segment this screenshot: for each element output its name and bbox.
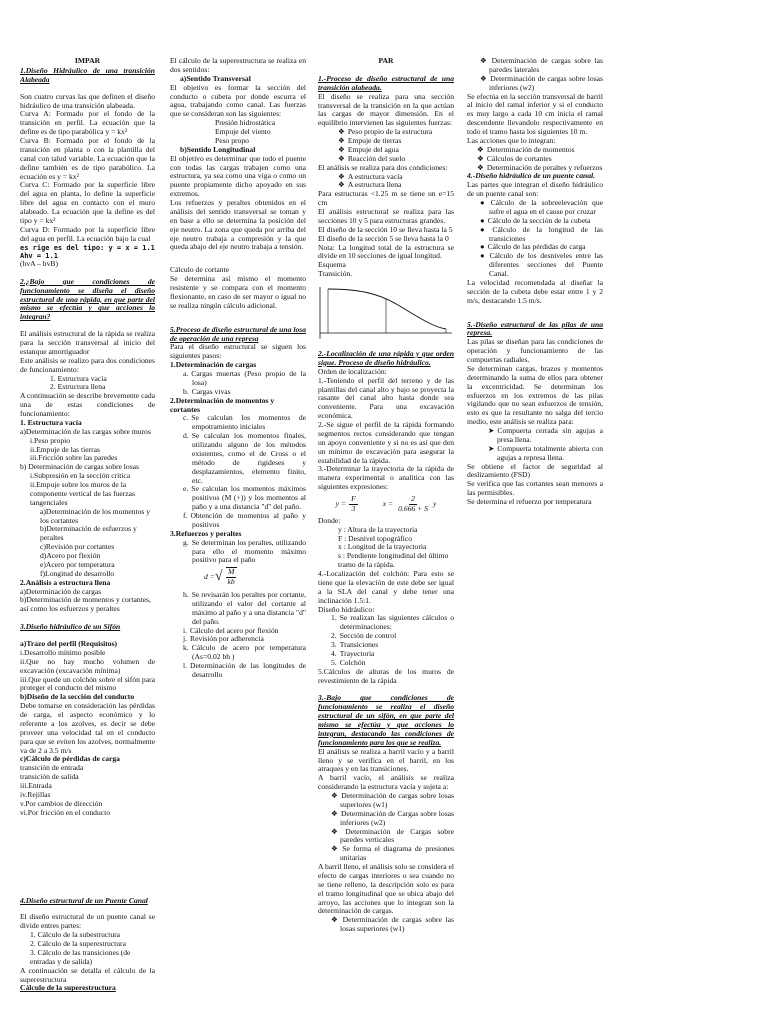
list-item: ii.Que no hay mucho volumen de excavación (excavación mínima) bbox=[20, 656, 155, 675]
fraction-numerator: 2 bbox=[411, 494, 415, 503]
item-text: Transiciones bbox=[339, 640, 379, 649]
item-marker: k. bbox=[183, 643, 189, 653]
list-item: iv.Rejillas bbox=[20, 789, 51, 799]
list-item bbox=[467, 226, 603, 244]
heading-sifon-estructural: 3.-Bajo que condiciones de funcionamiento se realiza el diseño estructural de un sifón, en que parte del mismo se efectúa y que acciones lo integran, destacando las condiciones de funcionamiento para los que se realiza. bbox=[318, 693, 454, 747]
list-item: f)Longitud de desarrollo bbox=[40, 568, 115, 578]
paragraph: A continuación se detalla el cálculo de la superestructura bbox=[20, 965, 155, 984]
formula-term: y bbox=[432, 498, 437, 508]
item-text: Cálculos de cortantes bbox=[486, 153, 552, 163]
paragraph: El análisis se realiza para dos condiciones: bbox=[318, 162, 448, 172]
formula-lhs: y = bbox=[335, 498, 347, 508]
bullet-icon: ● bbox=[480, 224, 490, 234]
list-item bbox=[318, 810, 454, 828]
item-marker: l. bbox=[183, 661, 188, 670]
paragraph: 1.-Teniendo el perfil del terreno y de las plantillas del canal alto y bajo se proyecta la rasante del canal alto hasta donde sea conveniente. Para una excavación económica. bbox=[318, 375, 454, 421]
list-item bbox=[318, 845, 454, 863]
item-marker: a. bbox=[183, 369, 189, 378]
subheading: 1.Determinación de cargas bbox=[170, 360, 257, 370]
item-text: Determinación de Cargas sobre paredes verticales bbox=[340, 826, 454, 845]
subheading: Cálculo de cortante bbox=[170, 265, 230, 275]
subheading: b)Diseño de la sección del conducto bbox=[20, 692, 135, 702]
diamond-icon: ❖ bbox=[331, 808, 338, 818]
paragraph: Curva B: Formado por el fondo de la transición en planta o con la plantilla del canal con talud variable. La ecuación que la define también es de tipo parabólico. La ecuación es y = kx² bbox=[20, 136, 155, 181]
list-item bbox=[170, 414, 306, 432]
item-text: Empuje del agua bbox=[347, 144, 399, 154]
list-item: F : Desnivel topográfico bbox=[338, 533, 413, 543]
list-item bbox=[467, 427, 603, 445]
list-item: vi.Por fricción en el conducto bbox=[20, 807, 111, 817]
list-item bbox=[467, 252, 603, 279]
diamond-icon: ❖ bbox=[331, 791, 339, 800]
paragraph: Se verifica que las cortantes sean menores a las permisibles. bbox=[467, 479, 603, 498]
list-item: b)Determinación de momentos y cortantes, así como los esfuerzos y peraltes bbox=[20, 595, 151, 614]
item-text: Peso propio de la estructura bbox=[347, 127, 433, 137]
list-item: c)Revisión por cortantes bbox=[40, 542, 115, 552]
list-item: y : Altura de la trayectoria bbox=[338, 524, 418, 534]
paragraph: A barril vacío, el análisis se realiza considerando la estructura vacía y sujeta a: bbox=[318, 773, 454, 792]
diamond-icon: ❖ bbox=[338, 136, 345, 145]
list-item bbox=[467, 199, 603, 217]
paragraph: Donde: bbox=[318, 515, 341, 525]
subheading: a)Sentido Transversal bbox=[180, 73, 251, 83]
diamond-icon: ❖ bbox=[477, 162, 484, 172]
sqrt-symbol: √ $\frac{M}{kb}$ bbox=[214, 567, 235, 587]
subheading: b)Sentido Longitudinal bbox=[180, 144, 256, 154]
item-text: Determinación de cargas sobre losas superiores (w1) bbox=[340, 791, 454, 809]
paragraph: Se obtiene el factor de seguridad al deslizamiento (FSD) bbox=[467, 461, 603, 480]
paragraph: El diseño estructural de un puente canal se divide entres partes: bbox=[20, 912, 155, 931]
diamond-icon: ❖ bbox=[331, 844, 340, 854]
transition-sketch bbox=[318, 279, 454, 341]
paragraph: El análisis estructural de la rápida se realiza para la sección transversal al inicio del estanque amortiguador bbox=[20, 329, 155, 356]
list-item bbox=[318, 916, 454, 934]
item-text: Cálculo de la sobreelevación que sufre el agua en el cause por cruzar bbox=[489, 198, 603, 216]
paragraph: Curva A: Formado por el fondo de la transición en perfil. La ecuación que la define es de tipo parabólica y = kx² bbox=[20, 109, 155, 137]
list-item: 2. Estructura llena bbox=[50, 382, 106, 392]
diamond-icon: ❖ bbox=[338, 144, 345, 154]
paragraph: Se determinan cargas, brazos y momentos determinando la suma de ellos para obtener la excentricidad. Se determinan los esfuerzos en los extremos de las pilas vigilando que no sean esfuerzos de tensión, esto es que la resultante no salga del tercio medio, este análisis se realiza para: bbox=[467, 363, 603, 427]
list-item: ii.Empuje de las tierras bbox=[30, 444, 101, 454]
paragraph: Los refuerzos y peraltes obtenidos en el análisis del sentido transversal se toman y en base a ello se determina la posición del eje neutro. La zona que queda por arriba del eje neutro trabaja a compresión y la que queda abajo del eje neutro trabaja a tensión. bbox=[170, 198, 306, 252]
list-item: Presión hidrostática bbox=[215, 118, 276, 128]
fraction-denominator: 3 bbox=[351, 503, 356, 513]
list-item: a)Determinación de cargas bbox=[20, 586, 102, 596]
list-item: 2. Cálculo de la superestructura bbox=[30, 939, 126, 948]
item-text: Cargas muertas (Peso propio de la losa) bbox=[191, 369, 306, 387]
paragraph: 5.Cálculos de alturas de los muros de revestimiento de la rápida bbox=[318, 666, 454, 685]
list-item bbox=[170, 591, 306, 627]
item-text: Se determinan los peraltes, utilizando para ello el momento máximo positivo para el paño bbox=[191, 537, 306, 565]
item-text: Cargas vivas bbox=[191, 386, 231, 396]
heading-transicion-alabeada: 1.Diseño Hidráulico de una transición Alabeada bbox=[20, 65, 155, 84]
arrow-icon: ➤ bbox=[488, 426, 495, 435]
paragraph: Se determina así mismo el momento resistente y se compara con el momento flexionante, en caso de ser mayor o igual no se realiza ningún cálculo adicional. bbox=[170, 274, 306, 310]
item-text: A estructura llena bbox=[347, 180, 402, 190]
item-text: Se calculan los momentos finales, utilizando alguno de los métodos existentes, como el de Cross o el método de rigideses y desplazamientos, elemento finito, etc. bbox=[191, 431, 306, 485]
column-3 bbox=[318, 57, 454, 934]
list-item: d)Acero por flexión bbox=[40, 551, 101, 560]
subheading: 3.Refuerzos y peraltes bbox=[170, 528, 242, 538]
item-text: Determinación de Cargas sobre losas inferiores (w2) bbox=[340, 808, 454, 827]
formula-lhs: x = bbox=[382, 498, 394, 508]
paragraph: Debe tomarse en consideración las pérdidas de carga, el aspecto económico y lo referente a los azolves, es decir se debe proveer una velocidad tal en el conducto para que se eviten los azolves, normalmente va de 2 a 3.5 m/s bbox=[20, 701, 155, 755]
formula-lhs: d = bbox=[204, 571, 215, 581]
list-item: i.Subpresión en la sección crítica bbox=[30, 471, 131, 481]
formula-line: es rige es del tipo: y = x = 1.1 Ahv = 1.1 bbox=[20, 243, 155, 260]
list-item bbox=[318, 792, 454, 810]
paragraph: Las partes que integran el diseño hidráulico de un puente canal son: bbox=[467, 180, 603, 199]
item-text: Se revisarán los peraltes por cortante, utilizando el valor del cortante al máximo al paño y a una distancia "d" del paño. bbox=[191, 590, 306, 626]
paragraph: A barril lleno, el análisis solo se considera el efecto de cargas interiores o sea cuando no se tiene relleno, la descripción solo es para el tramo longitudinal que se ubica abajo del arroyo, las acciones que lo integran son la determinación de cargas. bbox=[318, 862, 454, 916]
item-text: Trayectoria bbox=[339, 648, 375, 658]
item-text: Determinación de cargas sobre las losas superiores (w1) bbox=[340, 915, 454, 934]
item-text: Cálculo de los desniveles entre las diferentes secciones del Puente Canal. bbox=[489, 251, 603, 278]
item-text: Cálculo de la sección de la cubeta bbox=[487, 215, 591, 225]
item-text: Empuje de tierras bbox=[347, 136, 402, 145]
item-marker: 3. bbox=[331, 640, 337, 649]
subheading: 1. Estructura vacía bbox=[20, 417, 82, 427]
par-title: PAR bbox=[378, 57, 394, 65]
list-item: i.Desarrollo mínimo posible bbox=[20, 647, 106, 657]
item-text: Cálculo del acero por flexión bbox=[190, 625, 279, 635]
subheading: 2.Determinación de momentos y cortantes bbox=[170, 395, 275, 414]
column-2 bbox=[170, 57, 306, 680]
item-text: Colchón bbox=[339, 657, 366, 667]
diamond-icon: ❖ bbox=[480, 73, 488, 83]
paragraph: Curva C: Formado por la superficie libre del agua en planta, lo define la superficie libre del agua en contacto con el muro alabeado. La ecuación que la define es del tipo y = kx² bbox=[20, 180, 155, 225]
list-item: b)Determinación de esfuerzos y peraltes bbox=[40, 524, 137, 543]
list-item: ii.Empuje sobre los muros de la componente vertical de las fuerzas tangenciales bbox=[30, 480, 135, 507]
paragraph: El diseño se realiza para una sección transversal de la transición en la que actúan las cargas de mayor dimensión. En el equilibrio intervienen las siguientes fuerzas: bbox=[318, 91, 454, 128]
list-item: iii.Fricción sobre las paredes bbox=[30, 453, 118, 463]
item-text: Revisión por adherencia bbox=[190, 634, 264, 644]
arrow-icon: ➤ bbox=[488, 443, 495, 453]
item-text: Determinación de cargas sobre losas inferiores (w2) bbox=[489, 73, 603, 92]
list-item bbox=[170, 432, 306, 485]
item-text: Determinación de momentos bbox=[486, 144, 575, 154]
column-4 bbox=[467, 57, 603, 507]
item-text: Reacción del suelo bbox=[347, 153, 406, 163]
list-item: s : Pendiente longitudinal del último tramo de la rápida. bbox=[338, 551, 449, 570]
list-item bbox=[318, 641, 454, 650]
underlined-subheading: Cálculo de la superestructura bbox=[20, 983, 116, 993]
item-marker: 1. bbox=[331, 613, 337, 623]
item-marker: 2. bbox=[331, 631, 337, 641]
list-item bbox=[170, 512, 306, 530]
heading-losa-represa: 5.Proceso de diseño estructural de una losa de operación de una represa bbox=[170, 324, 306, 343]
list-item: a)Determinación de los momentos y los cortantes bbox=[40, 506, 151, 525]
fraction-numerator: M bbox=[227, 567, 235, 577]
list-item: e)Acero por temperatura bbox=[40, 559, 115, 569]
item-text: Determinación de peraltes y refuerzos bbox=[486, 162, 603, 172]
item-text: Se calculan los momentos máximos positivos (M (+)) y los momentos al paño y a una distancia "d" del paño. bbox=[191, 484, 306, 512]
list-item: i.Peso propio bbox=[30, 435, 71, 445]
heading-rapida-condiciones: 2.¿Bajo que condiciones de funcionamiento se diseña el diseño estructural de una rápida, en que parte del mismo se efectúa y que acciones lo integran? bbox=[20, 276, 155, 322]
paragraph: Curva D: Formado por la superficie libre del agua en perfil. La ecuación bajo la cual bbox=[20, 224, 155, 243]
list-item: iii.Que quede un colchón sobre el sifón para proteger el conducto del mismo bbox=[20, 674, 155, 693]
impar-title: IMPAR bbox=[74, 57, 101, 65]
list-item: a)Determinación de las cargas sobre muros bbox=[20, 426, 151, 436]
diamond-icon: ❖ bbox=[338, 171, 345, 181]
item-marker: c. bbox=[183, 413, 189, 423]
item-text: Cálculo de las pérdidas de carga bbox=[487, 242, 586, 252]
diamond-icon: ❖ bbox=[480, 57, 489, 65]
bullet-icon: ● bbox=[480, 242, 485, 252]
diamond-icon: ❖ bbox=[338, 153, 345, 163]
bullet-icon: ● bbox=[480, 251, 487, 261]
fraction-denominator: kb bbox=[227, 577, 235, 587]
paragraph: La velocidad recomendada al diseñar la sección de la cubeta debe estar entre 1 y 2 m/s, destacando 1.5 m/s. bbox=[467, 277, 603, 305]
paragraph: Las acciones que lo integran: bbox=[467, 135, 556, 145]
paragraph: El objetivo es determinar que todo el puente con todas las cargas trabajen como una estructura, ya sea como una viga o como un puente propiamente dicho apoyado en sus extremos. bbox=[170, 153, 306, 199]
paragraph: 3.-Determinar la trayectoria de la rápida de manera experimental o analítica con las siguientes expresiones: bbox=[318, 464, 454, 492]
paragraph: El análisis se realiza a barril vacío y a barril lleno y se verifica en el barril, en los atraques y en las transiciones. bbox=[318, 746, 454, 774]
diamond-icon: ❖ bbox=[477, 144, 484, 154]
list-item bbox=[170, 644, 306, 662]
list-item: iii.Entrada bbox=[20, 781, 52, 790]
list-item bbox=[170, 485, 306, 512]
item-text: Compuerta cerrada sin agujas a presa llena. bbox=[497, 426, 603, 444]
item-text: Se realizan las siguientes cálculos o determinaciones: bbox=[339, 613, 454, 632]
item-text: Obtención de momentos al paño y positivos bbox=[190, 511, 306, 529]
list-item: 1. Estructura vacía bbox=[50, 373, 107, 383]
heading-localizacion-rapida: 2.-Localización de una rápida y que orden sigue. Proceso de diseño hidráulico. bbox=[318, 349, 454, 367]
formula-trayectoria bbox=[318, 495, 454, 514]
heading-proceso-transicion: 1.-Proceso de diseño estructural de una transición alabeada. bbox=[318, 73, 454, 92]
item-marker: e. bbox=[183, 484, 189, 494]
sketch-curve bbox=[328, 289, 446, 329]
paragraph: Se efectúa en la sección transversal de barril al inicio del ramal inferior y si el conducto es muy largo a cada 10 cm inicia el ramal descendente llevandolo respectivamente en todo el tramo hasta los siguientes 10 m. bbox=[467, 91, 603, 136]
heading-puente-canal-hidraulico: 4.-Diseño hidráulico de un puente canal. bbox=[467, 171, 596, 181]
fraction-numerator: F bbox=[351, 494, 356, 503]
list-item: b) Determinación de cargas sobre losas bbox=[20, 462, 139, 472]
list-item: transición de salida bbox=[20, 772, 79, 782]
paragraph: Son cuatro curvas las que definen el diseño hidráulico de una transición alabeada. bbox=[20, 91, 155, 110]
list-item bbox=[318, 632, 454, 641]
list-item: 3. Cálculo de las transiciones (de entradas y de salida) bbox=[30, 947, 131, 966]
paragraph: El diseño de la sección 5 se lleva hasta la 0 bbox=[318, 233, 449, 243]
bullet-icon: ● bbox=[480, 198, 488, 207]
item-text: Determinación de cargas sobre las paredes laterales bbox=[489, 57, 603, 74]
bullet-icon: ● bbox=[480, 215, 485, 225]
list-item bbox=[170, 370, 306, 388]
paragraph: Las pilas se diseñan para las condiciones de operación y funcionamiento de las compuertas radiales. bbox=[467, 337, 603, 364]
fraction-denominator: 0.666 + S bbox=[398, 503, 428, 513]
list-item bbox=[467, 57, 603, 75]
heading-puente-canal: 4.Diseño estructural de un Puente Canal bbox=[20, 895, 148, 905]
item-text: Cálculo de la longitud de las transiciones bbox=[489, 224, 603, 243]
paragraph: Para estructuras <1.25 m se tiene un e=15 cm bbox=[318, 189, 454, 208]
paragraph: Diseño hidráulico: bbox=[318, 604, 375, 614]
list-item bbox=[318, 650, 454, 659]
list-item: Peso propo bbox=[215, 135, 249, 145]
item-text: Sección de control bbox=[339, 631, 397, 641]
subheading: 2.Análisis a estructura llena bbox=[20, 577, 111, 587]
subheading: a)Trazo del perfil (Requisitos) bbox=[20, 639, 118, 648]
list-item bbox=[170, 539, 306, 566]
item-text: Se calculan los momentos de empotramiento iniciales bbox=[191, 413, 306, 432]
list-item bbox=[170, 662, 306, 680]
item-text: Cálculo de acero por temperatura (As=0.02 bh ) bbox=[191, 643, 306, 662]
paragraph: Se determina el refuerzo por temperatura bbox=[467, 497, 592, 506]
list-item bbox=[318, 828, 454, 846]
heading-sifon: 3.Diseño hidráulico de un Sifón bbox=[20, 622, 121, 632]
paragraph: Transición. bbox=[318, 269, 353, 279]
item-text: Compuerta totalmente abierta con agujas a represa llena. bbox=[497, 443, 603, 462]
paragraph: A continuación se describe brevemente cada una de estas condiciones de funcionamiento: bbox=[20, 391, 155, 418]
diamond-icon: ❖ bbox=[331, 915, 340, 925]
item-marker: j. bbox=[183, 634, 188, 644]
heading-pilas-represa: 5.-Diseño estructural de las pilas de una represa. bbox=[467, 319, 603, 338]
column-1 bbox=[20, 57, 155, 993]
item-marker: 5. bbox=[331, 657, 337, 667]
item-marker: h. bbox=[183, 590, 189, 599]
list-item: 1. Cálculo de la subestructura bbox=[30, 930, 121, 940]
list-item: v.Por cambios de dirección bbox=[20, 798, 103, 808]
paragraph: 4.-Localización del colchón: Para esto se tiene que la elevación de este debe ser igual a la SLA del canal y debe tener una inclinación 1.5:1. bbox=[318, 569, 454, 605]
diamond-icon: ❖ bbox=[338, 127, 345, 137]
item-text: Determinación de las longitudes de desarrollo bbox=[190, 661, 306, 679]
list-item bbox=[467, 75, 603, 93]
fraction bbox=[396, 495, 430, 514]
paragraph: 2.-Se sigue el perfil de la rápida formando segmentos rectos considerando que tengan un apoyo conveniente y si no es así que den un mínimo de excavación para asegurar la estabilidad de la rápida. bbox=[318, 420, 454, 465]
list-item bbox=[318, 614, 454, 632]
fraction bbox=[226, 567, 237, 587]
paragraph: El diseño de la sección 10 se lleva hasta la 5 bbox=[318, 224, 453, 234]
formula-d bbox=[170, 567, 306, 587]
item-marker: b. bbox=[183, 386, 189, 396]
list-item: transición de entrada bbox=[20, 763, 84, 773]
item-marker: f. bbox=[183, 511, 188, 520]
paragraph: Nota: La longitud total de la estructura se divide en 10 secciones de igual longitud. bbox=[318, 242, 454, 261]
paragraph: Orden de localización: bbox=[318, 366, 387, 376]
paragraph: Para el diseño estructural se siguen los siguientes pasos: bbox=[170, 342, 306, 361]
paragraph: El objetivo es formar la sección del conducto o cubeta por donde escurra el agua, trabajando como canal. Las fuerzas que se consideran son las siguientes: bbox=[170, 82, 306, 119]
item-marker: g. bbox=[183, 537, 189, 547]
list-item bbox=[467, 445, 603, 463]
item-marker: d. bbox=[183, 431, 189, 441]
list-item: x : Longitud de la trayectoria bbox=[338, 542, 427, 552]
paragraph: Esquema bbox=[318, 260, 346, 270]
subheading: c)Cálculo de pérdidas de carga bbox=[20, 754, 120, 764]
diamond-icon: ❖ bbox=[477, 153, 484, 163]
fraction bbox=[349, 495, 358, 514]
item-marker: i. bbox=[183, 625, 188, 635]
item-marker: 4. bbox=[331, 648, 337, 658]
list-item: Empuje del viento bbox=[215, 127, 271, 136]
item-text: Se forma el diagrama de presiones unitarias bbox=[340, 844, 454, 863]
item-text: A estructura vacía bbox=[347, 171, 403, 181]
formula-hv: (hvA – hvB) bbox=[20, 258, 58, 268]
paragraph: Este análisis se realizo para dos condiciones de funcionamiento: bbox=[20, 355, 155, 374]
paragraph: El cálculo de la superestructura se realiza en dos sentidos: bbox=[170, 57, 306, 74]
diamond-icon: ❖ bbox=[338, 180, 345, 190]
diamond-icon: ❖ bbox=[331, 826, 343, 836]
paragraph: El análisis estructural se realiza para las secciones 10 y 5 para estructuras grandes. bbox=[318, 207, 454, 225]
